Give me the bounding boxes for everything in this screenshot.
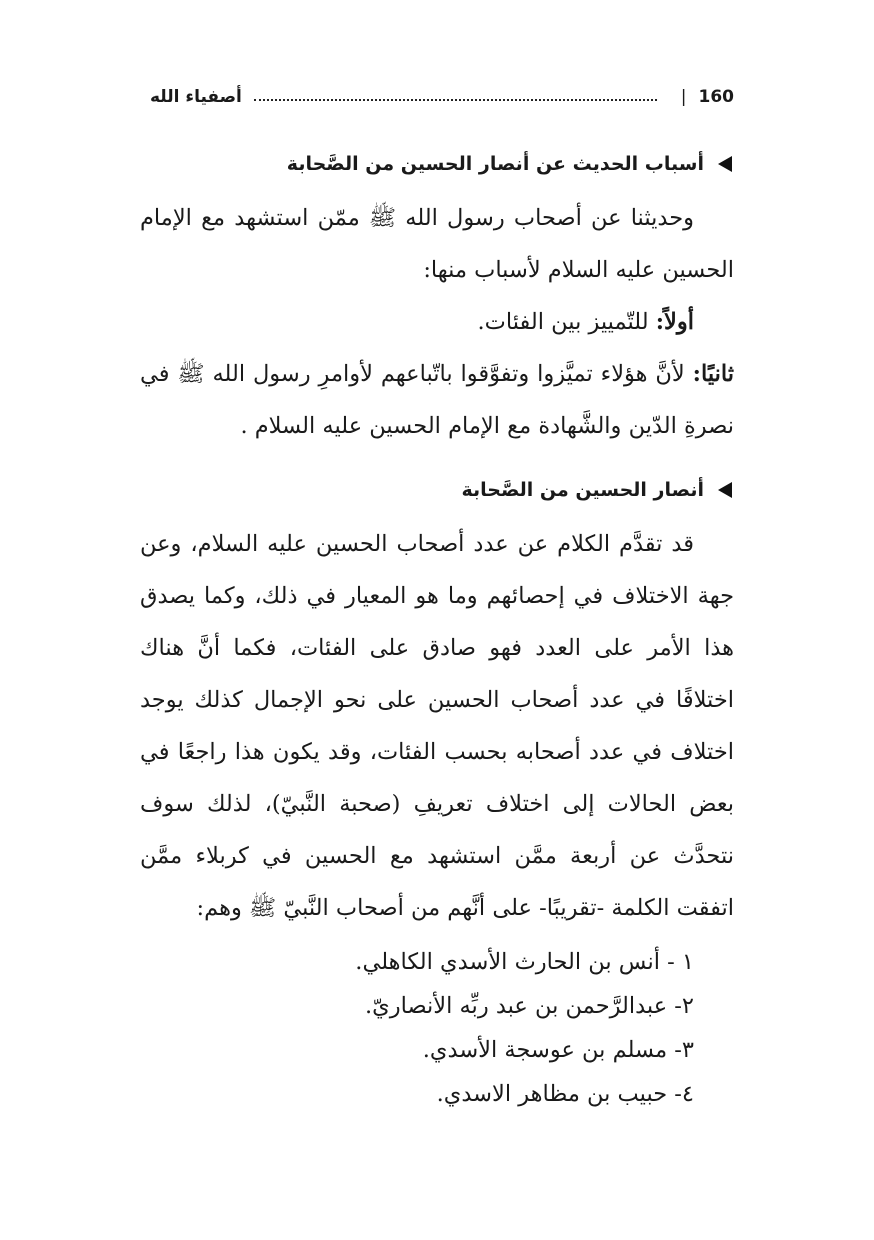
reason-first	[140, 296, 734, 348]
book-title: أصفياء الله	[150, 87, 242, 107]
page-body	[140, 142, 734, 1116]
triangle-bullet-icon	[718, 482, 732, 498]
list-item: ٣- مسلم بن عوسجة الأسدي.	[422, 1037, 694, 1063]
section-heading-text: أنصار الحسين من الصَّحابة	[461, 479, 704, 501]
reason-first-label: أولاً:	[655, 309, 694, 335]
reason-second-text: لأنَّ هؤلاء تميَّزوا وتفوَّقوا باتّباعهم لأوامرِ رسول الله ﷺ في نصرةِ الدّين والشَّهادة مع الإمام الحسين عليه السلام .	[140, 361, 734, 439]
page-number: 160	[698, 87, 734, 107]
section-heading-text: أسباب الحديث عن أنصار الحسين من الصَّحابة	[286, 153, 704, 175]
section-heading-companions	[140, 468, 734, 512]
list-item: ٢- عبدالرَّحمن بن عبد ربِّه الأنصاريّ.	[365, 993, 694, 1019]
companions-paragraph: قد تقدَّم الكلام عن عدد أصحاب الحسين عليه السلام، وعن جهة الاختلاف في إحصائهم وما هو المعيار في ذلك، وكما يصدق هذا الأمر على العدد فهو صادق على الفئات، فكما أنَّ هناك اختلافًا في عدد أصحاب الحسين على نحو الإجمال كذلك يوجد اختلاف في عدد أصحابه بحسب الفئات، وقد يكون هذا راجعًا في بعض الحالات إلى اختلاف تعريفِ (صحبة النَّبيّ)، لذلك سوف نتحدَّث عن أربعة ممَّن استشهد مع الحسين في كربلاء ممَّن اتفقت الكلمة -تقريبًا- على أنَّهم من أصحاب النَّبيّ ﷺ وهم:	[140, 531, 734, 921]
header-separator: |	[680, 87, 687, 107]
header-dotted-leader	[254, 99, 657, 101]
reason-second-label: ثانيًا:	[692, 361, 734, 387]
reason-first-text: للتّمييز بين الفئات.	[477, 309, 656, 335]
intro-paragraph: وحديثنا عن أصحاب رسول الله ﷺ ممّن استشهد مع الإمام الحسين عليه السلام لأسباب منها:	[140, 205, 734, 283]
section-heading-reasons	[140, 142, 734, 186]
list-item: ١ - أنس بن الحارث الأسدي الكاهلي.	[355, 949, 694, 975]
running-header	[150, 82, 734, 112]
list-item: ٤- حبيب بن مظاهر الاسدي.	[436, 1081, 694, 1107]
reason-second	[140, 348, 734, 452]
triangle-bullet-icon	[718, 156, 732, 172]
